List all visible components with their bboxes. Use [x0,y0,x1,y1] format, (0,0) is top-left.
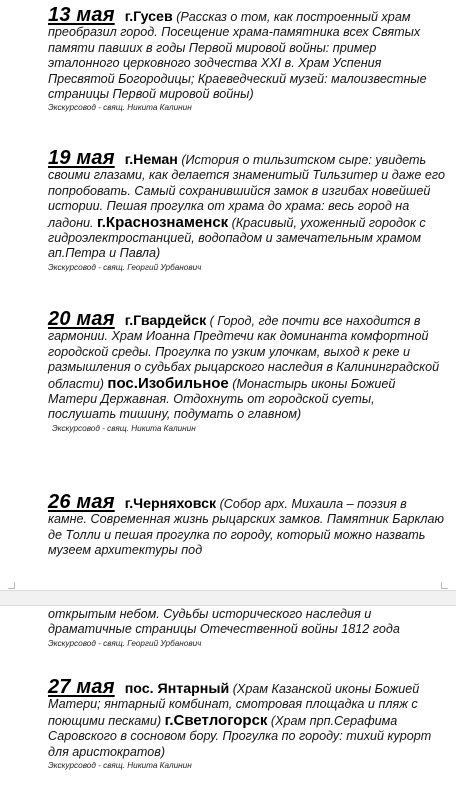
entry-date: 26 мая [48,491,115,513]
entry-description: (Рассказ о том, как построенный храм преобразил город. Посещение храма-памятника всех Святых памяти павших в годы Первой мировой войны: пример эталонного церковного зодчества XXI в. Храм Успения Пресвятой Богородицы; Краеведческий музей: малоизвестные страницы Первой мировой войны) [48,10,427,102]
entry-paragraph-continued [0,607,456,638]
entry-city: г.Гусев [124,9,173,25]
page-corner-mark [441,582,448,589]
entry-description-secondary: (Красивый, ухоженный городок с гидроэлектростанцией, водопадом и замечательным храмом ап.Петра и Павла) [48,215,426,261]
entry-city-secondary: г.Светлогорск [164,711,268,729]
entry-description: (История о тильзитском сыре: увидеть своими глазами, как делается знаменитый Тильзитер и даже его попробовать. Самый сохранившийся замок в изгибах новейшей истории. Пешая прогулка от храма до храма: весь город на ладони. [48,153,445,230]
entry-20-may [0,308,456,434]
entry-description: (Храм Казанской иконы Божией Матери; янтарный комбинат, смотровая площадка и пляж с поющими песками) [48,682,420,728]
entry-guide: Экскурсовод - свящ. Никита Калинин [48,761,192,771]
entry-paragraph [0,4,456,102]
entry-19-may [0,147,456,273]
entry-description: (Собор арх. Михаила – поэзия в камне. Современная жизнь рыцарских замков. Памятник Барклаю де Толли и пешая прогулка по городу, который можно назвать музеем архитектуры под [48,497,444,558]
entry-date: 19 мая [48,147,115,169]
entry-city: г.Черняховск [124,496,217,512]
entry-description-secondary: (Монастырь иконы Божией Матери Державная. Отдохнуть от городской суеты, послушать тишину, подумать о главном) [48,376,396,422]
entry-city: пос. Янтарный [124,681,230,697]
entry-guide: Экскурсовод - свящ. Никита Калинин [48,103,192,113]
entry-city-secondary: пос.Изобильное [107,374,229,392]
page-corner-mark [8,582,15,589]
entry-description-continued: открытым небом. Судьбы исторического наследия и драматичные страницы Отечественной войны 1812 года [48,607,400,637]
entry-city: г.Неман [124,152,178,168]
entry-27-may [0,676,456,771]
entry-paragraph [0,147,456,262]
page-break [0,590,456,606]
entry-paragraph [0,308,456,423]
entry-city: г.Гвардейск [124,313,207,329]
entry-paragraph [0,676,456,760]
entry-date: 27 мая [48,676,115,698]
entry-guide: Экскурсовод - свящ. Никита Калинин [52,423,196,433]
entry-city-secondary: г.Краснознаменск [97,213,229,231]
entry-26-may-continued [0,607,456,649]
entry-description: ( Город, где почти все находится в гармонии. Храм Иоанна Предтечи как доминанта комфортной городской среды. Прогулка по узким улочкам, выход к реке и размышления о судьбах рыцарского наследия в Калининградской области) [48,314,440,391]
entry-date: 20 мая [48,308,115,330]
entry-description-secondary: (Храм прп.Серафима Саровского в сосновом бору. Прогулка по городу: тихий курорт для аристократов) [48,713,432,759]
entry-26-may [0,491,456,559]
entry-guide: Экскурсовод - свящ. Георгий Урбанович [48,638,202,648]
entry-paragraph [0,491,456,559]
entry-date: 13 мая [48,4,115,26]
entry-guide: Экскурсовод - свящ. Георгий Урбанович [48,262,202,272]
entry-13-may [0,4,456,113]
